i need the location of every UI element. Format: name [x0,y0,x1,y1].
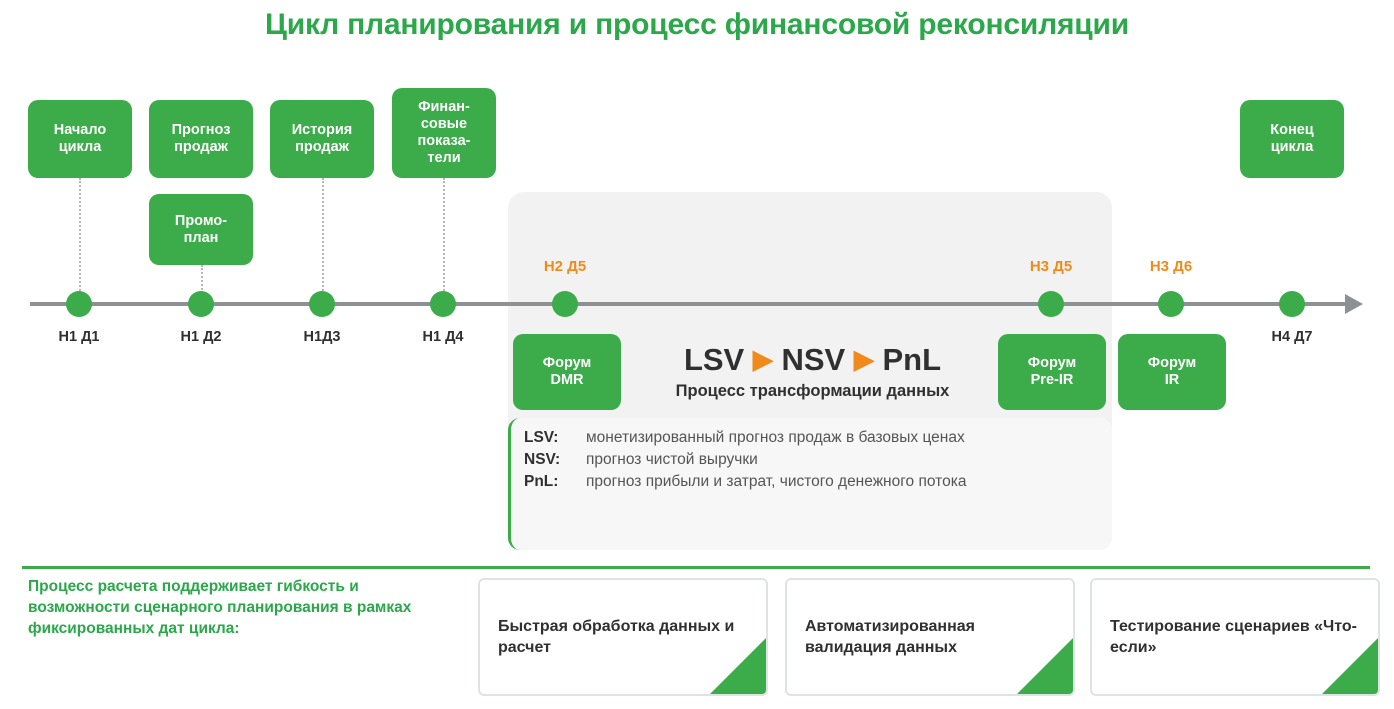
box-promo-plan[interactable] [149,194,253,265]
box-promo-plan-line-2: план [183,229,219,246]
flow-step-lsv: LSV [683,342,745,377]
box-forum-ir-line-1: Форум [1147,355,1197,371]
box-sales-history[interactable] [270,100,374,178]
definition-row-lsv [524,428,1104,448]
box-financial-indicators-line-1: Финан- [418,99,470,115]
timeline-node-5 [552,291,578,317]
box-sales-forecast-line-2: продаж [174,139,228,155]
timeline-axis [30,302,1350,306]
dotted-connector-1 [79,178,81,294]
box-forum-dmr-line-2: DMR [550,372,584,388]
timeline-label-n1d4: Н1 Д4 [422,329,464,345]
timeline-label-n4d7: Н4 Д7 [1271,329,1313,345]
box-cycle-end[interactable] [1240,100,1344,178]
definition-text-lsv: монетизированный прогноз продаж в базовых ценах [586,429,965,446]
box-sales-forecast[interactable] [149,100,253,178]
flow-step-nsv: NSV [781,342,846,377]
definition-key-pnl: PnL: [524,473,559,490]
timeline-label-n2d5: Н2 Д5 [543,258,587,275]
timeline-label-n3d6: Н3 Д6 [1149,258,1193,275]
box-sales-history-line-1: История [291,122,353,138]
box-sales-forecast-line-1: Прогноз [171,122,231,138]
box-cycle-end-line-2: цикла [1270,139,1314,155]
definition-row-nsv [524,450,1104,470]
flow-arrow-icon-1: ▶ [752,344,773,374]
timeline-label-n1d2: Н1 Д2 [180,329,222,345]
box-promo-plan-line-1: Промо- [174,212,228,229]
corner-triangle-icon-2 [1017,638,1073,694]
dotted-connector-2 [201,265,203,294]
transformation-caption: Процесс трансформации данных [675,382,950,400]
timeline-node-1 [66,291,92,317]
box-cycle-start[interactable] [28,100,132,178]
definition-text-pnl: прогноз прибыли и затрат, чистого денежного потока [586,473,967,490]
corner-triangle-icon-1 [710,638,766,694]
timeline-arrow-icon [1345,294,1363,314]
box-cycle-end-line-1: Конец [1270,122,1314,138]
definition-text-nsv: прогноз чистой выручки [586,451,758,468]
feature-card-fast-processing[interactable] [478,578,768,696]
box-financial-indicators-line-3: показа- [417,133,471,149]
page-title: Цикл планирования и процесс финансовой реконсиляции [265,8,1129,41]
dotted-connector-3 [322,178,324,294]
feature-card-fast-processing-text: Быстрая обработка данных и расчет [498,618,735,656]
feature-card-scenario-testing-text: Тестирование сценариев «Что-если» [1110,618,1357,656]
box-forum-pre-ir[interactable] [998,334,1106,410]
definition-key-lsv: LSV: [524,429,559,446]
timeline-node-2 [188,291,214,317]
timeline-node-3 [309,291,335,317]
box-cycle-start-line-1: Начало [53,122,107,138]
timeline-node-8 [1279,291,1305,317]
timeline-label-n1d3: Н1Д3 [303,329,341,345]
timeline-label-n1d1: Н1 Д1 [58,329,100,345]
box-financial-indicators-line-4: тели [427,150,461,166]
feature-card-automated-validation[interactable] [785,578,1075,696]
dotted-connector-4 [443,178,445,294]
timeline-node-4 [430,291,456,317]
timeline-node-6 [1038,291,1064,317]
flow-step-pnl: PnL [882,342,942,377]
bottom-divider [22,566,1370,569]
box-forum-pre-ir-line-2: Pre-IR [1030,372,1074,388]
box-forum-dmr-line-1: Форум [542,355,592,371]
corner-triangle-icon-3 [1322,638,1378,694]
flow-arrow-icon-2: ▶ [853,344,874,374]
box-financial-indicators-line-2: совые [420,116,468,132]
bottom-note: Процесс расчета поддерживает гибкость и возможности сценарного планирования в рамках фиксированных дат цикла: [28,578,412,637]
box-forum-dmr[interactable] [513,334,621,410]
definitions-list [524,428,1104,494]
feature-card-scenario-testing[interactable] [1090,578,1380,696]
box-financial-indicators[interactable] [392,88,496,178]
box-forum-ir-line-2: IR [1164,372,1180,388]
box-cycle-start-line-2: цикла [58,139,102,155]
definition-key-nsv: NSV: [524,451,561,468]
box-forum-ir[interactable] [1118,334,1226,410]
transformation-flow [640,342,985,378]
timeline-node-7 [1158,291,1184,317]
box-sales-history-line-2: продаж [295,139,349,155]
box-forum-pre-ir-line-1: Форум [1027,355,1077,371]
timeline-label-n3d5: Н3 Д5 [1029,258,1073,275]
feature-card-automated-validation-text: Автоматизированная валидация данных [805,618,975,656]
definition-row-pnl [524,472,1104,492]
